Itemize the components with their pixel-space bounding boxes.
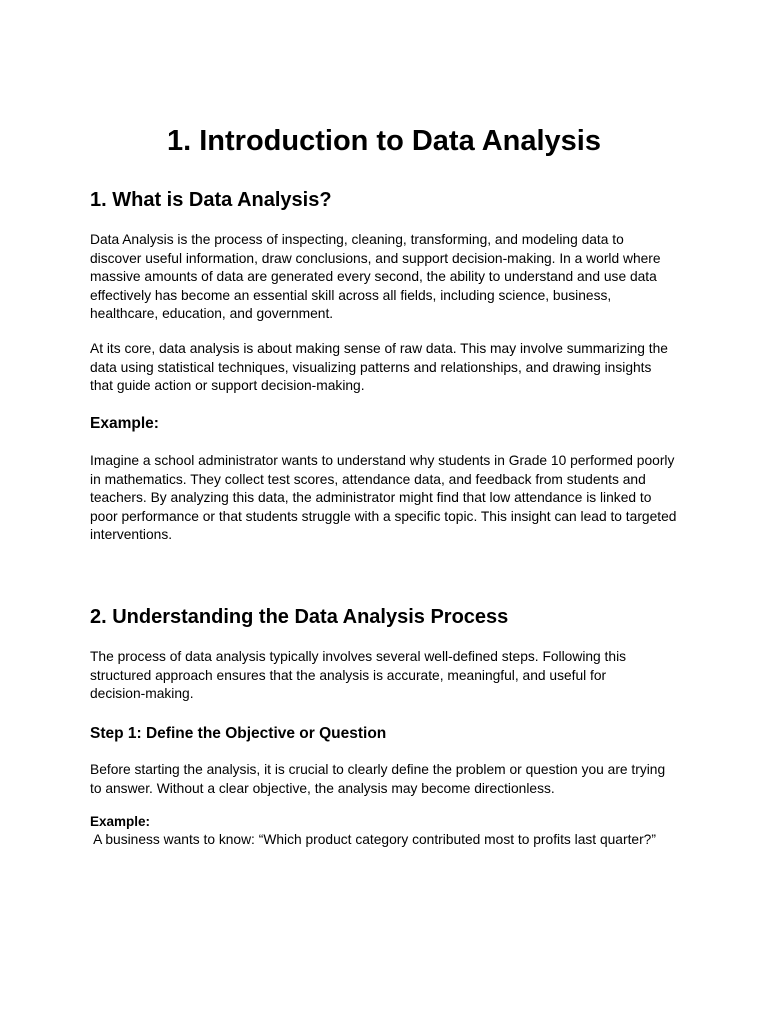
text-line: discover useful information, draw conclusions, and support decision-making. In a world where xyxy=(90,250,661,266)
text-line: Data Analysis is the process of inspecting, cleaning, transforming, and modeling data to xyxy=(90,232,624,247)
text-line: teachers. By analyzing this data, the administrator might find that low attendance is linked to xyxy=(90,490,652,506)
document-title: 1. Introduction to Data Analysis xyxy=(167,125,601,157)
step-1-example-heading: Example: xyxy=(90,814,151,829)
text-line: decision-making. xyxy=(90,686,194,702)
text-line: Before starting the analysis, it is crucial to clearly define the problem or question you are trying xyxy=(90,762,666,777)
text-line: data using statistical techniques, visualizing patterns and relationships, and drawing insights xyxy=(90,359,652,375)
step-1-example-text: A business wants to know: “Which product category contributed most to profits last quarter?” xyxy=(90,832,656,847)
text-line: At its core, data analysis is about making sense of raw data. This may involve summarizing the xyxy=(90,341,668,356)
example-paragraph xyxy=(90,452,690,545)
text-line: effectively has become an essential skill across all fields, including science, business, xyxy=(90,287,612,303)
section-1-paragraph-1 xyxy=(90,231,690,324)
text-line: structured approach ensures that the analysis is accurate, meaningful, and useful for xyxy=(90,667,607,683)
section-2-heading: 2. Understanding the Data Analysis Process xyxy=(90,606,509,628)
text-line: to answer. Without a clear objective, the analysis may become directionless. xyxy=(90,780,555,796)
step-1-heading: Step 1: Define the Objective or Question xyxy=(90,725,387,742)
section-1-paragraph-2 xyxy=(90,340,690,396)
text-line: in mathematics. They collect test scores, attendance data, and feedback from students and xyxy=(90,471,646,487)
step-1-paragraph xyxy=(90,761,690,798)
text-line: Imagine a school administrator wants to understand why students in Grade 10 performed poorly xyxy=(90,453,675,468)
section-1-heading: 1. What is Data Analysis? xyxy=(90,189,332,211)
text-line: massive amounts of data are generated every second, the ability to understand and use data xyxy=(90,269,657,285)
text-line: that guide action or support decision-making. xyxy=(90,378,365,394)
example-heading: Example: xyxy=(90,415,159,432)
text-line: poor performance or that students struggle with a specific topic. This insight can lead to targeted xyxy=(90,508,677,524)
section-2-intro xyxy=(90,648,690,704)
text-line: interventions. xyxy=(90,527,173,543)
text-line: healthcare, education, and government. xyxy=(90,306,334,322)
text-line: The process of data analysis typically involves several well-defined steps. Following this xyxy=(90,649,627,664)
